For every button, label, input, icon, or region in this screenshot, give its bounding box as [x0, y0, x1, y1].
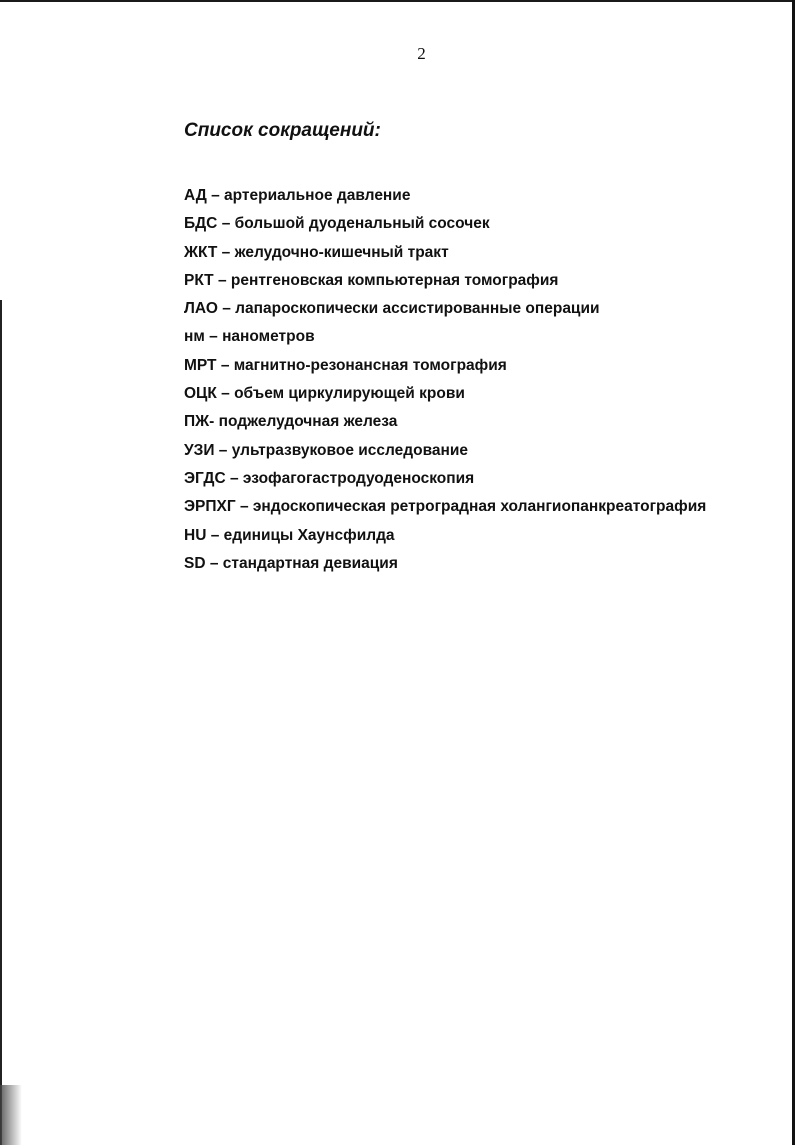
abbreviation-separator: – [217, 215, 235, 233]
abbreviation-separator: – [216, 385, 235, 403]
abbreviation-item [184, 242, 706, 270]
abbreviation-definition: рентгеновская компьютерная томография [230, 271, 559, 289]
abbreviation-item [184, 411, 706, 439]
abbreviation-separator: – [214, 441, 232, 459]
abbreviation-term: ЭРПХГ [184, 498, 236, 516]
abbreviation-term: УЗИ [184, 441, 215, 459]
abbreviation-item [184, 213, 706, 241]
abbreviation-term: ЭГДС [184, 469, 226, 487]
abbreviation-term: нм [184, 328, 205, 346]
abbreviation-term: МРТ [184, 356, 217, 374]
abbreviation-item [184, 298, 706, 326]
abbreviation-separator: – [217, 243, 235, 261]
abbreviation-term: БДС [184, 215, 218, 233]
abbreviation-separator: - [209, 413, 219, 431]
abbreviation-definition: артериальное давление [224, 187, 411, 204]
abbreviation-item [184, 383, 706, 411]
abbreviation-item [184, 496, 706, 524]
abbreviation-definition: эзофагогастродуоденоскопия [242, 469, 475, 487]
abbreviation-term: HU [184, 526, 207, 544]
abbreviation-definition: объем циркулирующей крови [234, 385, 465, 403]
abbreviation-separator: – [216, 356, 234, 374]
abbreviation-definition: желудочно-кишечный тракт [234, 243, 449, 261]
abbreviation-definition: единицы Хаунсфилда [223, 526, 395, 544]
abbreviation-definition: ультразвуковое исследование [231, 441, 469, 459]
abbreviation-definition: магнитно-резонансная томография [233, 356, 507, 374]
page-number: 2 [417, 44, 426, 63]
abbreviation-item [184, 355, 706, 383]
abbreviation-definition: эндоскопическая ретроградная холангиопанкреатография [252, 498, 707, 516]
abbreviation-term: ЖКТ [184, 243, 218, 261]
scan-artifact [0, 1085, 22, 1145]
abbreviation-item [184, 553, 706, 581]
abbreviation-definition: нанометров [222, 328, 315, 346]
abbreviation-separator: – [225, 469, 243, 487]
abbreviation-item [184, 440, 706, 468]
abbreviation-definition: стандартная девиация [222, 554, 398, 572]
abbreviation-item [184, 270, 706, 298]
abbreviation-separator: – [204, 328, 223, 346]
abbreviation-item [184, 468, 706, 496]
abbreviation-term: SD [184, 554, 206, 572]
abbreviation-term: ПЖ [184, 413, 210, 431]
abbreviation-separator: – [206, 187, 225, 204]
abbreviation-term: АД [184, 187, 207, 204]
abbreviation-separator: – [205, 554, 223, 572]
abbreviation-item [184, 185, 706, 213]
scan-edge-top [0, 0, 795, 2]
abbreviation-separator: – [217, 300, 236, 318]
abbreviation-separator: – [235, 498, 253, 516]
abbreviation-separator: – [213, 271, 231, 289]
abbreviation-term: ОЦК [184, 385, 217, 403]
abbreviation-list [184, 185, 706, 581]
abbreviation-separator: – [206, 526, 224, 544]
abbreviation-term: ЛАО [184, 300, 218, 318]
abbreviation-definition: лапароскопически ассистированные операции [235, 300, 600, 318]
abbreviation-term: РКТ [184, 271, 214, 289]
abbreviation-item [184, 326, 706, 354]
abbreviation-item [184, 525, 706, 553]
page-title: Список сокращений: [184, 120, 381, 141]
abbreviation-definition: большой дуоденальный сосочек [234, 215, 490, 233]
scan-edge-left [0, 300, 2, 1145]
abbreviation-definition: поджелудочная железа [218, 413, 398, 431]
